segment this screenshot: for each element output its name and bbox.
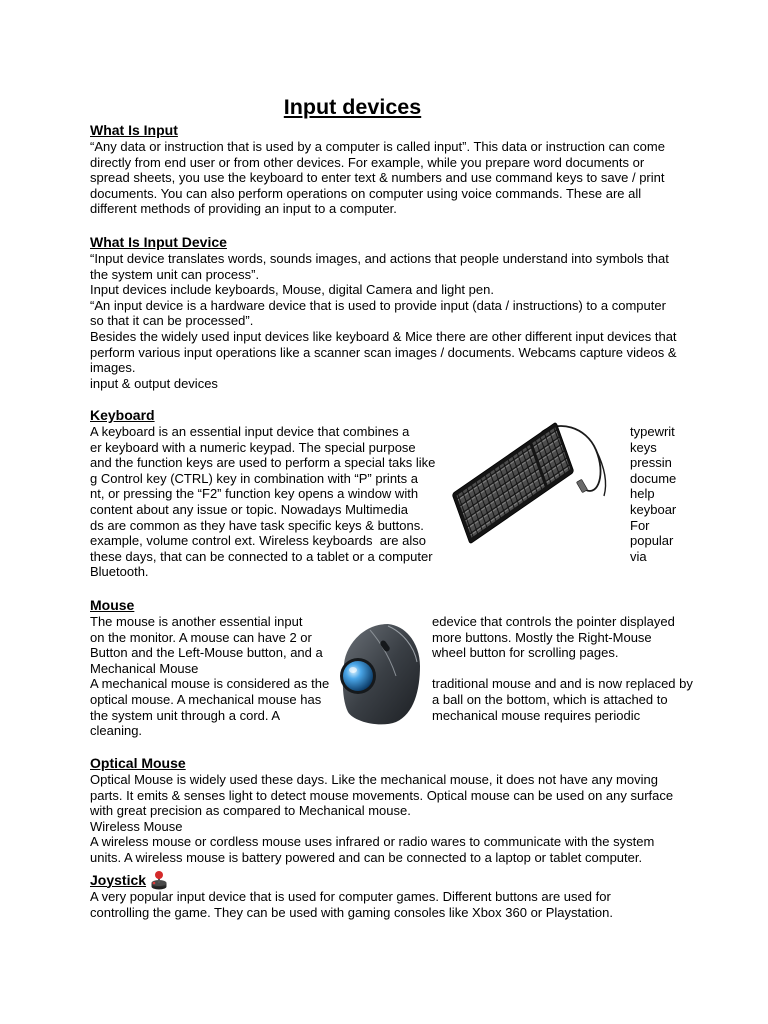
input-device-line: “Input device translates words, sounds images, and actions that people understand into symbols that (90, 251, 669, 266)
mouse-line: cleaning. (90, 723, 143, 739)
mouse-right-line: mechanical mouse requires periodic (432, 707, 641, 723)
input-device-line: so that it can be processed”. (90, 313, 254, 329)
joystick-heading: Joystick (90, 871, 147, 888)
what-is-input-heading: What Is Input (90, 122, 178, 138)
trackball (343, 661, 373, 691)
mouse-line: The mouse is another essential input (90, 614, 303, 629)
trackball-shine (349, 667, 357, 673)
what-is-input-device-heading-row (90, 234, 677, 251)
keyboard-right-fragment: help (630, 486, 655, 502)
mouse-right-line: more buttons. Mostly the Right-Mouse (432, 629, 652, 645)
mouse-right-line: edevice that controls the pointer displayed (432, 614, 675, 629)
mouse-right-line: a ball on the bottom, which is attached to (432, 691, 668, 707)
keyboard-line: Bluetooth. (90, 564, 149, 580)
joystick-icon (150, 870, 168, 890)
input-device-line: perform various input operations like a scanner scan images / documents. Webcams capture videos & (90, 344, 677, 360)
what-is-input-line: spread sheets, you use the keyboard to enter text & numbers and use command keys to save / print (90, 170, 665, 186)
usb-plug (576, 479, 587, 492)
keyboard-line: A keyboard is an essential input device that combines a (90, 424, 410, 439)
mouse-line: the system unit through a cord. A (90, 707, 281, 723)
what-is-input-device-heading: What Is Input Device (90, 234, 227, 250)
joystick-heading-row (90, 870, 613, 889)
mouse-section (90, 597, 329, 739)
optical-mouse-heading: Optical Mouse (90, 755, 186, 771)
optical-mouse-line: parts. It emits & senses light to detect mouse movements. Optical mouse can be used on any surface (90, 787, 674, 803)
optical-mouse-line: Wireless Mouse (90, 818, 183, 834)
optical-mouse-section (90, 755, 673, 866)
keyboard-body (452, 422, 574, 544)
joystick-line: A very popular input device that is used for computer games. Different buttons are used for (90, 889, 611, 904)
mouse-line: Button and the Left-Mouse button, and a (90, 645, 323, 661)
joystick-section (90, 870, 613, 920)
keyboard-right-fragment: keyboar (630, 501, 677, 517)
keyboard-image (448, 416, 616, 568)
what-is-input-line: directly from end user or from other devices. For example, while you prepare word documents or (90, 154, 645, 170)
keyboard-right-fragment: popular (630, 533, 674, 549)
mouse-heading-row (90, 597, 329, 614)
input-device-line: Besides the widely used input devices like keyboard & Mice there are other different input devices that (90, 328, 677, 344)
mouse-right-spacer (432, 661, 693, 677)
input-device-line: images. (90, 360, 136, 376)
keyboard-right-fragment: via (630, 548, 647, 564)
keyboard-line: g Control key (CTRL) key in combination with “P” prints a (90, 470, 419, 486)
keyboard-line: example, volume control ext. Wireless keyboards are also (90, 533, 426, 549)
what-is-input-device-section (90, 234, 677, 391)
mouse-line: A mechanical mouse is considered as the (90, 676, 330, 692)
what-is-input-line: different methods of providing an input to a computer. (90, 201, 397, 217)
keyboard-right-fragment: keys (630, 439, 657, 455)
input-device-line: the system unit can process”. (90, 266, 260, 282)
mouse-heading: Mouse (90, 597, 135, 613)
main-key-block (456, 445, 544, 538)
mouse-line: Mechanical Mouse (90, 660, 199, 676)
input-device-line: “An input device is a hardware device that is used to provide input (data / instructions) to a computer (90, 297, 666, 313)
mouse-line: on the monitor. A mouse can have 2 or (90, 629, 312, 645)
mouse-right-line: traditional mouse and and is now replaced by (432, 676, 693, 692)
optical-mouse-heading-row (90, 755, 673, 772)
page-title-row (0, 94, 705, 120)
keyboard-line: these days, that can be connected to a tablet or a computer (90, 548, 433, 564)
keyboard-right-fragment: docume (630, 470, 677, 486)
what-is-input-line: documents. You can also perform operations on computer using voice commands. These are all (90, 185, 642, 201)
mouse-right-line: wheel button for scrolling pages. (432, 645, 619, 661)
input-device-line: input & output devices (90, 375, 218, 391)
trackball-mouse-image (340, 618, 424, 728)
mouse-right-column (432, 614, 693, 723)
keyboard-line: content about any issue or topic. Nowadays Multimedia (90, 501, 408, 517)
keyboard-line: ds are common as they have task specific keys & buttons. (90, 517, 424, 533)
input-device-line: Input devices include keyboards, Mouse, digital Camera and light pen. (90, 282, 494, 298)
optical-mouse-line: units. A wireless mouse is battery powered and can be connected to a laptop or tablet computer. (90, 849, 643, 865)
what-is-input-heading-row (90, 122, 665, 139)
optical-mouse-line: Optical Mouse is widely used these days. Like the mechanical mouse, it does not have any moving (90, 772, 658, 787)
keyboard-heading-row (90, 407, 435, 424)
joystick-line: controlling the game. They can be used with gaming consoles like Xbox 360 or Playstation. (90, 904, 613, 920)
keyboard-right-column (630, 424, 676, 564)
keyboard-right-fragment: pressin (630, 455, 672, 471)
page-title: Input devices (283, 95, 422, 119)
keyboard-line: er keyboard with a numeric keypad. The special purpose (90, 439, 416, 455)
what-is-input-line: “Any data or instruction that is used by a computer is called input”. This data or instruction can come (90, 139, 665, 154)
keyboard-right-fragment: typewrit (630, 424, 675, 439)
optical-mouse-line: A wireless mouse or cordless mouse uses infrared or radio wares to communicate with the system (90, 834, 655, 850)
keyboard-section (90, 407, 435, 580)
keyboard-line: nt, or pressing the “F2” function key opens a window with (90, 486, 419, 502)
what-is-input-section (90, 122, 665, 217)
optical-mouse-line: with great precision as compared to Mechanical mouse. (90, 803, 411, 819)
mouse-line: optical mouse. A mechanical mouse has (90, 691, 322, 707)
keyboard-right-fragment: For (630, 517, 650, 533)
keyboard-line: and the function keys are used to perform a special taks like (90, 455, 436, 471)
keyboard-heading: Keyboard (90, 407, 155, 423)
